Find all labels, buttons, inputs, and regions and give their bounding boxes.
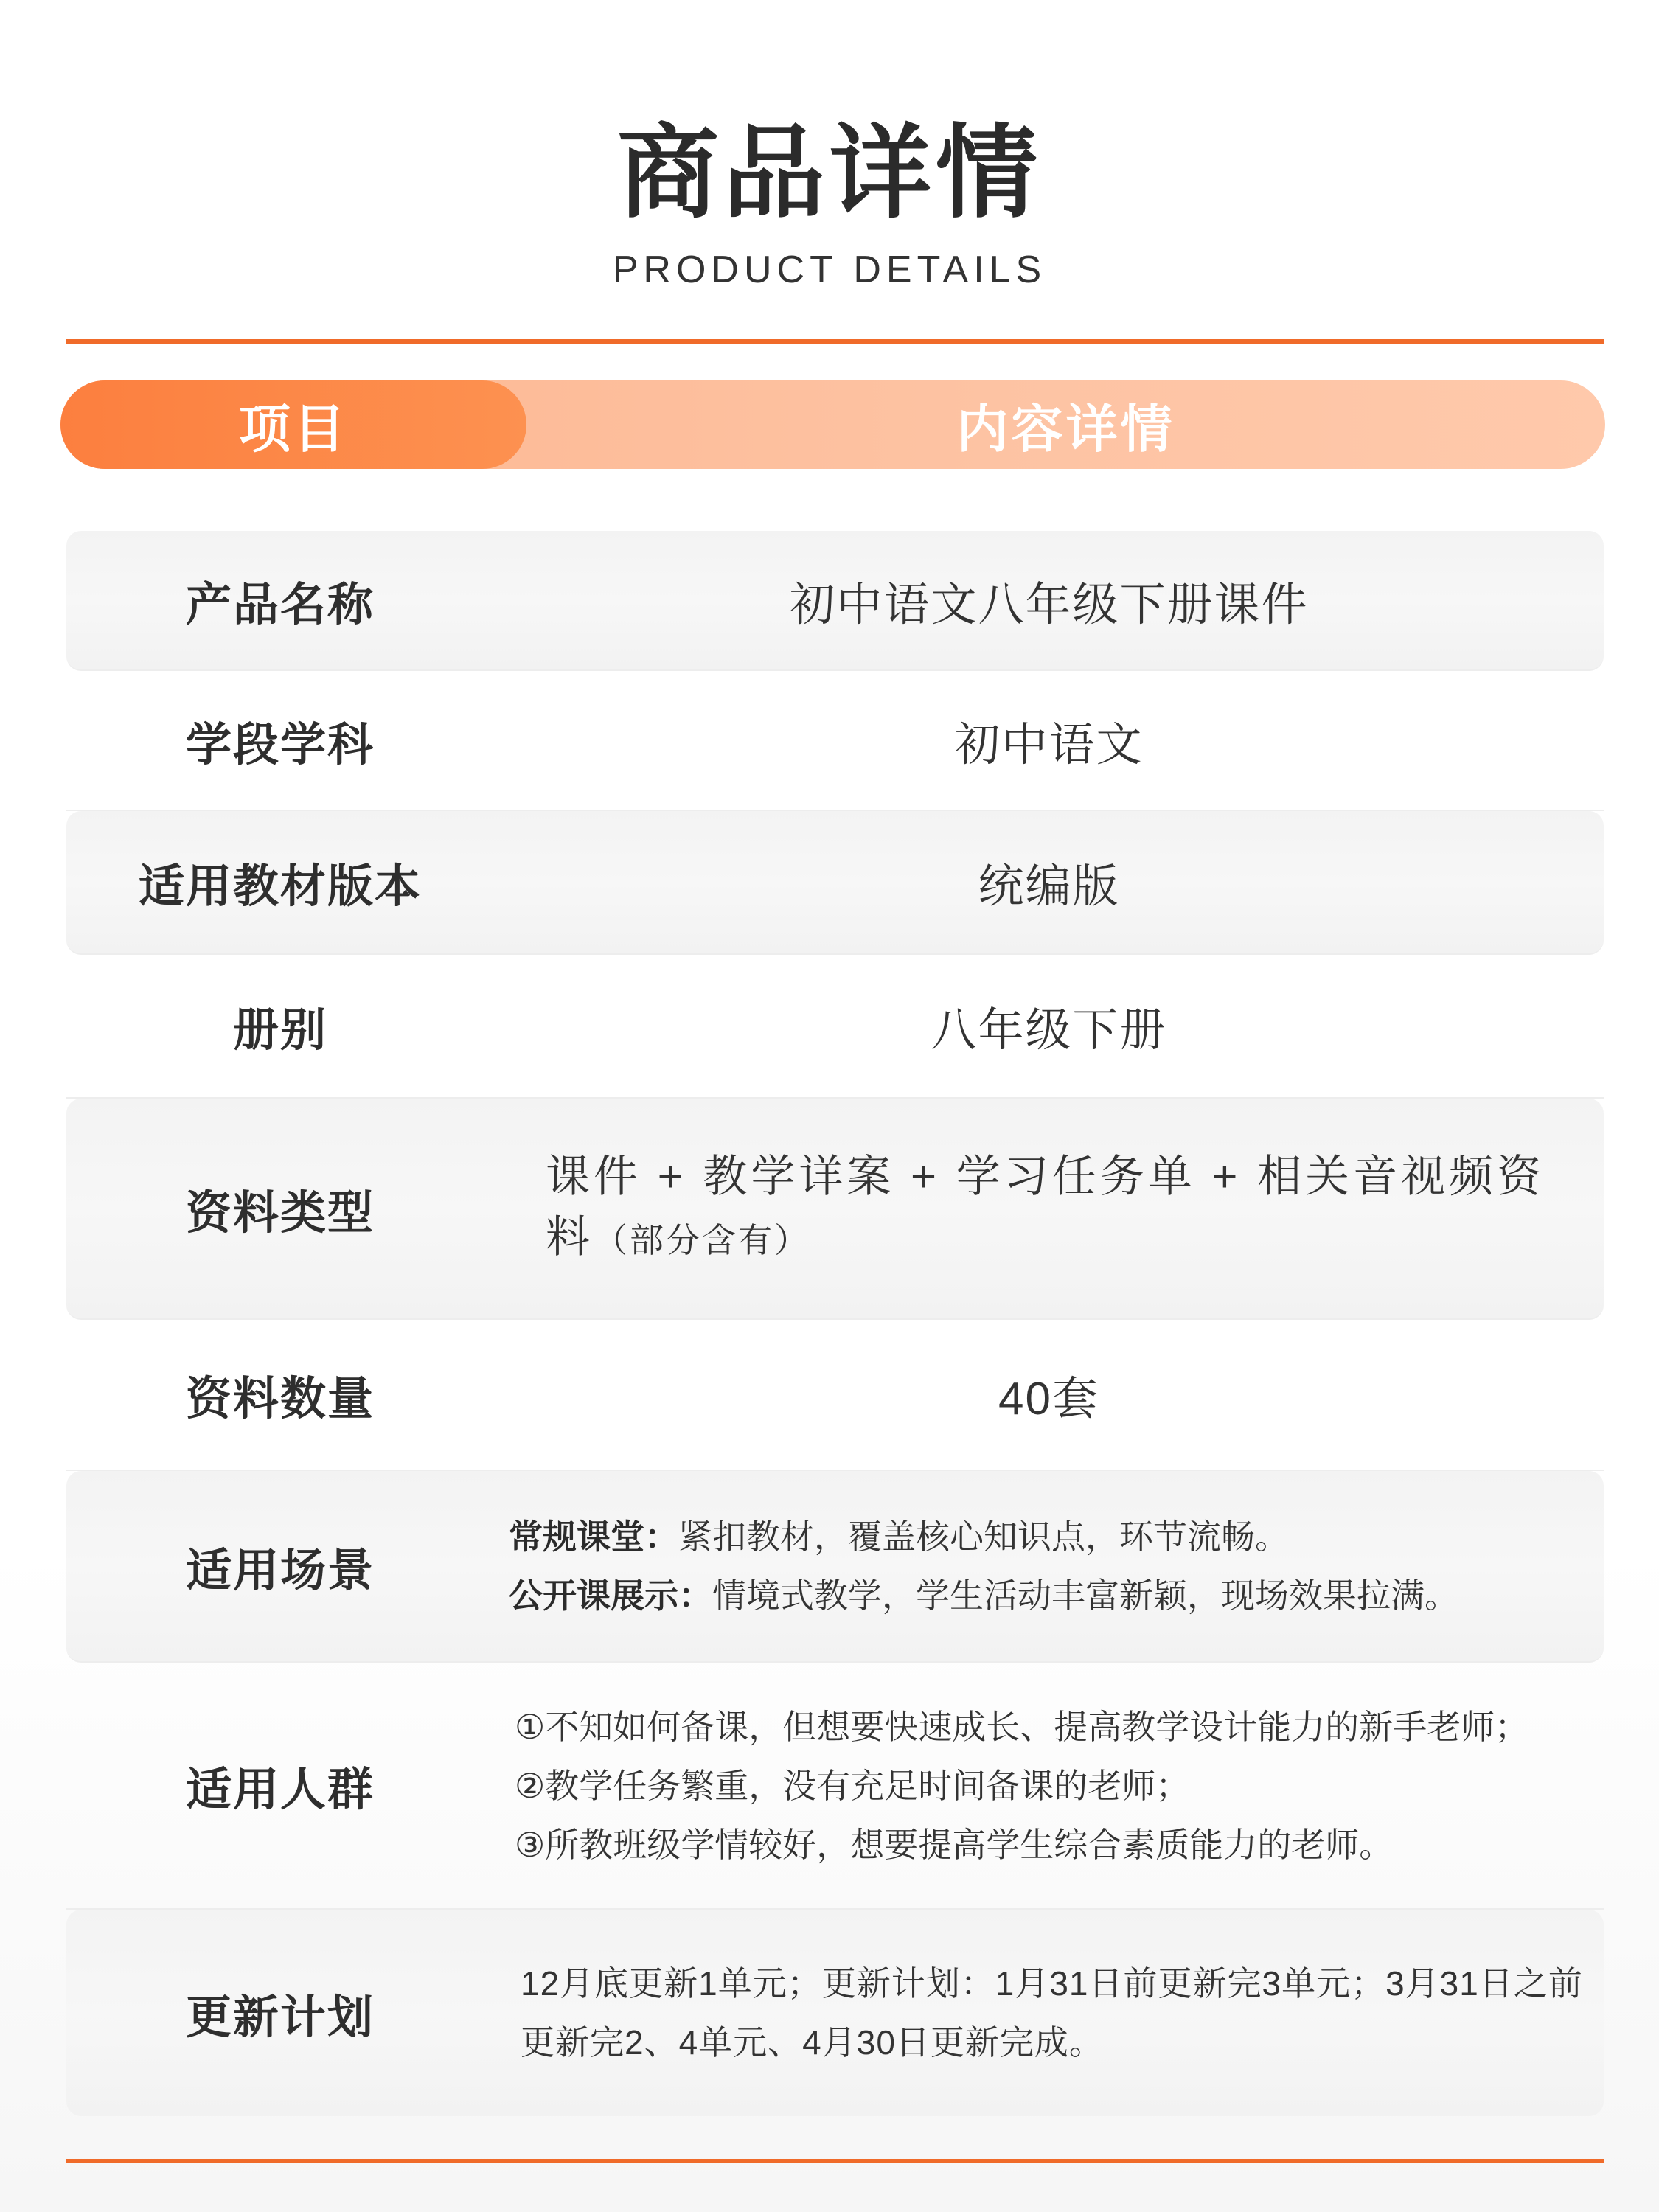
scenario-title: 常规课堂： [509, 1517, 678, 1556]
row-value: 初中语文 [954, 719, 1144, 771]
row-label: 资料数量 [185, 1374, 375, 1425]
audience-line: ①不知如何备课，但想要快速成长、提高教学设计能力的新手老师； [515, 1707, 1529, 1746]
table-row-volume [66, 955, 1604, 1099]
page-header [0, 111, 1659, 293]
table-row-material-count [66, 1320, 1604, 1471]
row-label: 更新计划 [185, 1992, 375, 2043]
row-label: 资料类型 [185, 1187, 375, 1239]
scenario-line [509, 1507, 1593, 1566]
row-value: 统编版 [978, 861, 1120, 912]
material-type-text: 课件 + 教学详案 + 学习任务单 + 相关音视频资料 [546, 1152, 1545, 1262]
page-subtitle: PRODUCT DETAILS [612, 248, 1047, 291]
row-label: 产品名称 [185, 579, 375, 630]
top-divider [66, 339, 1604, 344]
audience-line: ②教学任务繁重，没有充足时间备课的老师； [515, 1766, 1190, 1805]
column-header-item-label: 项目 [239, 400, 348, 458]
row-value [515, 1663, 1599, 1908]
table-row-stage-subject [66, 671, 1604, 811]
bottom-divider [66, 2159, 1604, 2163]
page-title: 商品详情 [616, 116, 1042, 230]
table-row-material-type [66, 1099, 1604, 1320]
table-row-product-name [66, 531, 1604, 671]
column-header-content [526, 380, 1605, 469]
update-plan-text: 12月底更新1单元；更新计划：1月31日前更新完3单元；3月31日之前更新完2、4单元、4月30日更新完成。 [521, 1964, 1583, 2062]
table-row-audience [66, 1663, 1604, 1910]
row-value: 八年级下册 [931, 1005, 1167, 1056]
audience-line: ③所教班级学情较好，想要提高学生综合素质能力的老师。 [515, 1825, 1394, 1864]
column-header-content-label: 内容详情 [956, 400, 1175, 458]
scenario-line [509, 1566, 1593, 1625]
row-value [546, 1099, 1578, 1318]
table-row-update-plan [66, 1910, 1604, 2116]
scenario-text: 紧扣教材，覆盖核心知识点，环节流畅。 [678, 1517, 1289, 1556]
row-label: 学段学科 [185, 719, 375, 771]
row-label: 适用场景 [185, 1545, 375, 1596]
scenario-text: 情境式教学，学生活动丰富新颖，现场效果拉满。 [712, 1576, 1458, 1615]
row-value [509, 1471, 1593, 1661]
table-row-textbook-edition [66, 811, 1604, 955]
row-label: 适用教材版本 [138, 861, 422, 912]
material-type-note: （部分含有） [594, 1221, 810, 1259]
table-row-scenarios [66, 1471, 1604, 1663]
row-label: 适用人群 [185, 1764, 375, 1815]
scenario-title: 公开课展示： [509, 1576, 712, 1615]
row-value [521, 1910, 1590, 2116]
row-label: 册别 [232, 1005, 327, 1056]
column-header-item [60, 380, 526, 469]
row-value: 初中语文八年级下册课件 [789, 579, 1309, 630]
row-value: 40套 [998, 1374, 1099, 1425]
